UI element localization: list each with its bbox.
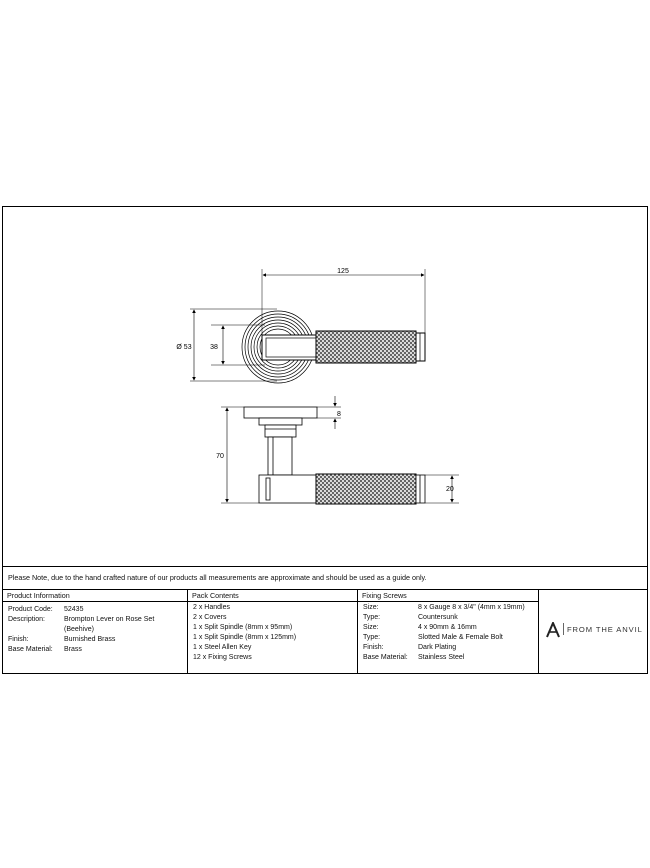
pack-item-text: 1 x Steel Allen Key xyxy=(193,644,252,651)
pack-item-text: 1 x Split Spindle (8mm x 125mm) xyxy=(193,634,297,641)
dimension-dia-53-label: Ø 53 xyxy=(176,344,192,351)
pack-item xyxy=(188,653,357,663)
product-row-label: Base Material: xyxy=(8,646,53,653)
pack-contents-header: Pack Contents xyxy=(188,590,357,602)
product-row xyxy=(3,635,187,645)
dimension-20-label: 20 xyxy=(446,486,454,493)
screw-row-value: 8 x Gauge 8 x 3/4" (4mm x 19mm) xyxy=(418,604,525,611)
product-row-label: Description: xyxy=(8,616,45,623)
dimension-20 xyxy=(425,475,459,503)
product-row-value: Brompton Lever on Rose Set xyxy=(64,616,155,623)
pack-item-text: 2 x Handles xyxy=(193,604,230,611)
pack-item xyxy=(188,623,357,633)
dimension-38-label: 38 xyxy=(210,344,218,351)
product-row-label: Finish: xyxy=(8,636,29,643)
screw-row xyxy=(358,653,538,663)
pack-item xyxy=(188,633,357,643)
screw-row-value: 4 x 90mm & 16mm xyxy=(418,624,477,631)
spec-sheet xyxy=(2,206,648,674)
pack-item xyxy=(188,643,357,653)
side-view xyxy=(244,407,425,504)
pack-item xyxy=(188,603,357,613)
screw-row xyxy=(358,613,538,623)
product-row-value: (Beehive) xyxy=(64,626,94,633)
pack-item-text: 1 x Split Spindle (8mm x 95mm) xyxy=(193,624,293,631)
technical-drawing xyxy=(3,207,647,565)
product-row xyxy=(3,625,187,635)
screw-row-value: Countersunk xyxy=(418,614,458,621)
pack-item-text: 12 x Fixing Screws xyxy=(193,654,252,661)
product-information-column xyxy=(3,590,188,673)
product-row xyxy=(3,605,187,615)
product-row-value: Burnished Brass xyxy=(64,636,116,643)
screw-row xyxy=(358,623,538,633)
measurement-note: Please Note, due to the hand crafted nature of our products all measurements are approximate and should be used as a guide only. xyxy=(3,566,647,590)
fixing-screws-column xyxy=(358,590,539,673)
brand-name: FROM THE ANVIL xyxy=(567,625,643,634)
pack-item xyxy=(188,613,357,623)
product-row-label: Product Code: xyxy=(8,606,53,613)
dimension-8 xyxy=(317,396,341,429)
logo-divider xyxy=(563,623,564,635)
screw-row-label: Type: xyxy=(363,634,381,641)
dimension-125-label: 125 xyxy=(337,268,349,275)
screw-row xyxy=(358,603,538,613)
dimension-70-label: 70 xyxy=(216,453,224,460)
screw-row-label: Base Material: xyxy=(363,654,408,661)
pack-item-text: 2 x Covers xyxy=(193,614,227,621)
screw-row-label: Type: xyxy=(363,614,381,621)
top-view xyxy=(242,311,425,383)
fixing-screws-header: Fixing Screws xyxy=(358,590,538,602)
dimension-125 xyxy=(262,268,425,335)
screw-row-label: Size: xyxy=(363,624,379,631)
screw-row xyxy=(358,633,538,643)
dimension-8-label: 8 xyxy=(337,411,341,418)
product-row-value: Brass xyxy=(64,646,82,653)
product-row xyxy=(3,645,187,655)
screw-row-label: Finish: xyxy=(363,644,384,651)
screw-row-label: Size: xyxy=(363,604,379,611)
screw-row-value: Dark Plating xyxy=(418,644,457,651)
product-row-value: 52435 xyxy=(64,606,84,613)
screw-row xyxy=(358,643,538,653)
anvil-a-logo-icon xyxy=(545,622,561,638)
screw-row-value: Slotted Male & Female Bolt xyxy=(418,634,503,641)
brand-logo xyxy=(539,590,647,673)
screw-row-value: Stainless Steel xyxy=(418,654,465,661)
product-information-header: Product Information xyxy=(3,590,187,602)
product-row xyxy=(3,615,187,625)
dimension-70 xyxy=(216,407,259,503)
pack-contents-column xyxy=(188,590,358,673)
